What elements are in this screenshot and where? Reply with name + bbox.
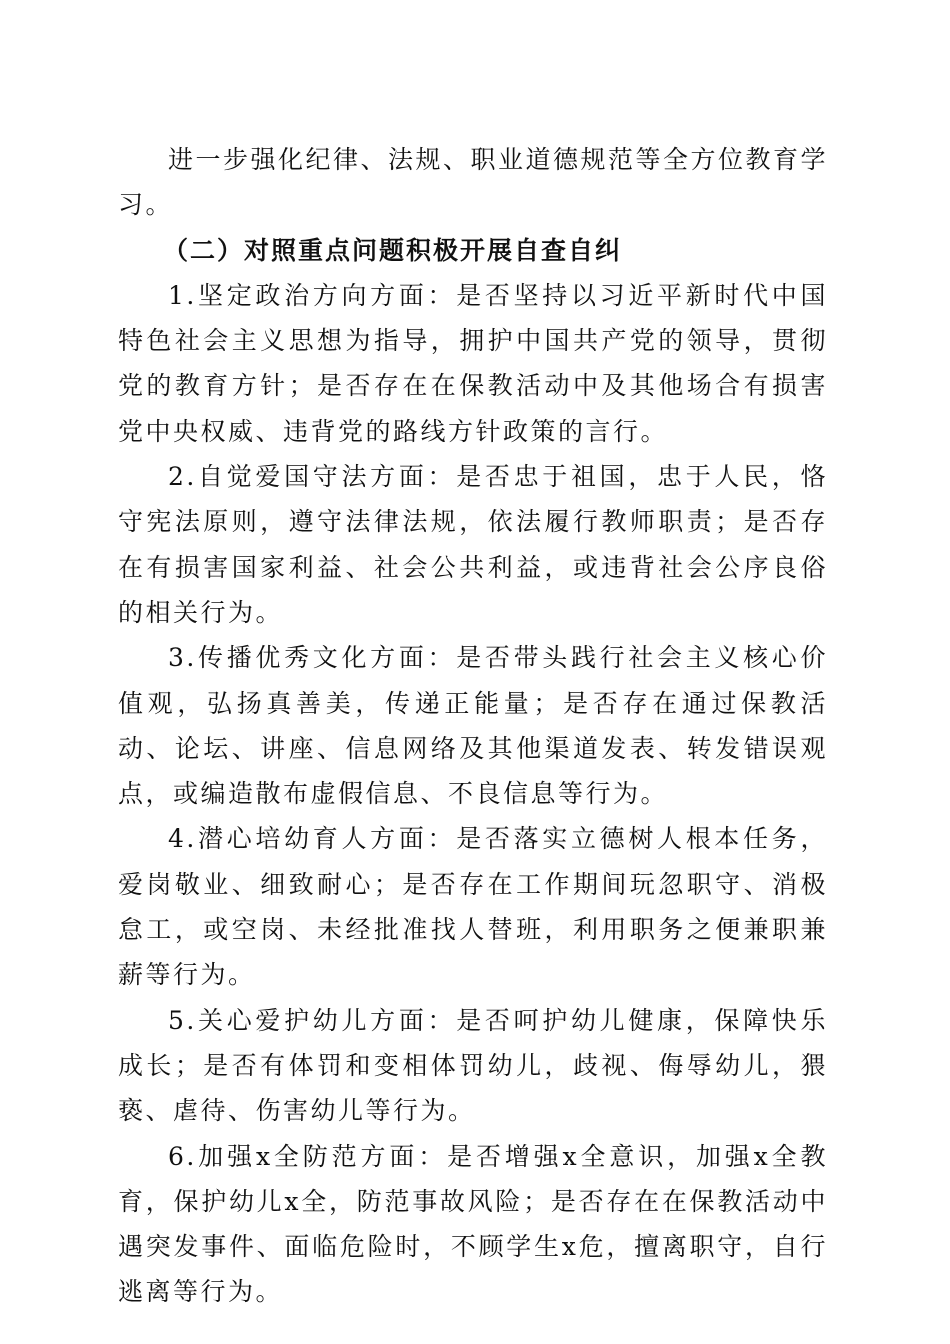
- section-heading: （二）对照重点问题积极开展自查自纠: [163, 235, 623, 265]
- item-3-paragraph: 3.传播优秀文化方面：是否带头践行社会主义核心价值观，弘扬真善美，传递正能量；是否存在通过保教活动、论坛、讲座、信息网络及其他渠道发表、转发错误观点，或编造散布虚假信息、不良信息等行为。: [118, 643, 828, 809]
- document-body: [118, 137, 828, 1315]
- item-6-paragraph: 6.加强x全防范方面：是否增强x全意识，加强x全教育，保护幼儿x全，防范事故风险；是否存在在保教活动中遇突发事件、面临危险时，不顾学生x危，擅离职守，自行逃离等行为。: [118, 1141, 828, 1307]
- item-1-paragraph: 1.坚定政治方向方面：是否坚持以习近平新时代中国特色社会主义思想为指导，拥护中国共产党的领导，贯彻党的教育方针；是否存在在保教活动中及其他场合有损害党中央权威、违背党的路线方针政策的言行。: [118, 280, 828, 446]
- paragraph-continuation: 进一步强化纪律、法规、职业道德规范等全方位教育学习。: [118, 145, 829, 220]
- item-2-paragraph: 2.自觉爱国守法方面：是否忠于祖国，忠于人民，恪守宪法原则，遵守法律法规，依法履行教师职责；是否存在有损害国家利益、社会公共利益，或违背社会公序良俗的相关行为。: [118, 462, 828, 627]
- item-4-paragraph: 4.潜心培幼育人方面：是否落实立德树人根本任务，爱岗敬业、细致耐心；是否存在工作期间玩忽职守、消极怠工，或空岗、未经批准找人替班，利用职务之便兼职兼薪等行为。: [118, 824, 828, 990]
- item-5-paragraph: 5.关心爱护幼儿方面：是否呵护幼儿健康，保障快乐成长；是否有体罚和变相体罚幼儿，歧视、侮辱幼儿，猥亵、虐待、伤害幼儿等行为。: [118, 1005, 828, 1126]
